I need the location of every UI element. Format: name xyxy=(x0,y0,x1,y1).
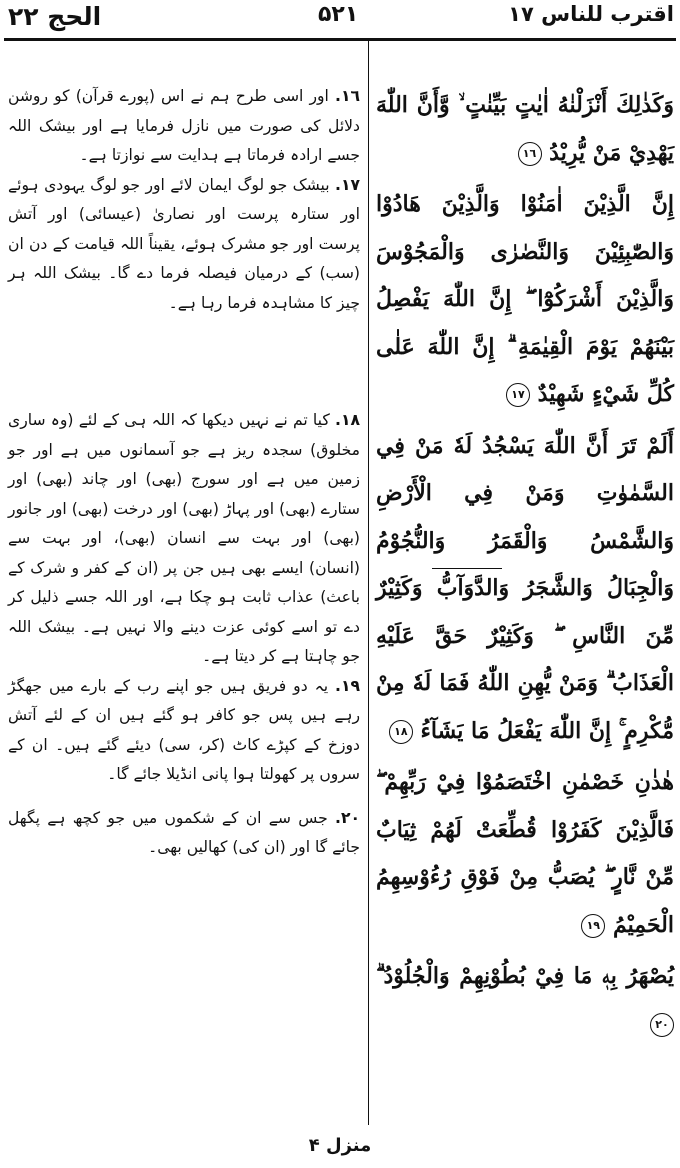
translation-text: اور اسی طرح ہم نے اس (پورے قرآن) کو روشن دلائل کی صورت میں نازل فرمایا ہے اور بیشک اللہ جسے ارادہ فرماتا ہے ہدایت سے نوازتا ہے۔ xyxy=(8,87,360,164)
juz-title: اقترب للناس ١٧ xyxy=(508,2,674,26)
arabic-text: إِنَّ الَّذِيْنَ اٰمَنُوْا وَالَّذِيْنَ هَادُوْا وَالصّٰبِئِيْنَ وَالنَّصٰرٰى وَالْمَجُوْسَ وَالَّذِيْنَ أَشْرَكُوْٓا ۖ إِنَّ اللّٰهَ يَفْصِلُ بَيْنَهُمْ يَوْمَ الْقِيٰمَةِ ۗ إِنَّ اللّٰهَ عَلٰى كُلِّ شَيْءٍ شَهِيْدٌ xyxy=(376,191,674,407)
translation-verse-17 xyxy=(8,171,360,319)
sajda-overline xyxy=(432,568,502,569)
arabic-column xyxy=(376,82,674,1048)
verse-number: ٢٠. xyxy=(335,808,360,827)
verse-end-mark: ١٦ xyxy=(518,142,542,166)
arabic-text: أَلَمْ تَرَ أَنَّ اللّٰهَ يَسْجُدُ لَهٗ مَنْ فِي السَّمٰوٰتِ وَمَنْ فِي الْأَرْضِ وَالشَّمْسُ وَالْقَمَرُ وَالنُّجُوْمُ وَالْجِبَالُ وَالشَّجَرُ وَالدَّوَآبُّ وَكَثِيْرٌ مِّنَ النَّاسِ ۖ وَكَثِيْرٌ حَقَّ عَلَيْهِ الْعَذَابُ ۗ وَمَنْ يُّهِنِ اللّٰهُ فَمَا لَهٗ مِنْ مُّكْرِمٍ ۚ إِنَّ اللّٰهَ يَفْعَلُ مَا يَشَآءُ xyxy=(376,432,674,744)
translation-verse-18 xyxy=(8,406,360,672)
verse-end-mark: ١٧ xyxy=(506,383,530,407)
column-divider xyxy=(368,40,369,1125)
translation-column xyxy=(8,82,360,863)
translation-verse-16 xyxy=(8,82,360,171)
page-number: ۵۲۱ xyxy=(318,2,359,27)
verse-number: ١٦. xyxy=(335,87,360,105)
verse-end-mark: ١٨ xyxy=(389,720,413,744)
arabic-verse-16 xyxy=(376,82,674,177)
translation-verse-20 xyxy=(8,804,360,863)
translation-text: جس سے ان کے شکموں میں جو کچھ ہے پگھل جائے گا اور (ان کی) کھالیں بھی۔ xyxy=(8,808,360,856)
verse-number: ١٨. xyxy=(335,411,360,429)
verse-end-mark: ١٩ xyxy=(581,914,605,938)
surah-title: الحج ٢٢ xyxy=(8,2,102,31)
arabic-text: وَكَذٰلِكَ أَنْزَلْنٰهُ اٰيٰتٍ بَيِّنٰتٍ ۙ وَّأَنَّ اللّٰهَ يَهْدِيْ مَنْ يُّرِيْدُ xyxy=(376,92,674,166)
arabic-verse-19 xyxy=(376,759,674,949)
manzil-footer: منزل ۴ xyxy=(308,1135,372,1156)
translation-text: کیا تم نے نہیں دیکھا کہ اللہ ہی کے لئے (وہ ساری مخلوق) سجدہ ریز ہے جو آسمانوں میں ہے اور جو زمین میں ہے اور سورج (بھی) اور چاند (بھی) اور ستارے (بھی) اور پہاڑ (بھی) اور درخت (بھی) اور جانور (بھی) اور بہت سے انسان (بھی)، اور بہت سے (انسان) ایسے بھی ہیں جن پر (ان کے کفر و شرک کے باعث) عذاب ثابت ہو چکا ہے، اور اللہ جسے ذلیل کر دے تو اسے کوئی عزت دینے والا نہیں ہے۔ بیشک اللہ جو چاہتا ہے کر دیتا ہے۔ xyxy=(8,411,360,665)
verse-number: ١٩. xyxy=(335,676,360,695)
arabic-verse-17 xyxy=(376,181,674,419)
translation-verse-19 xyxy=(8,672,360,790)
verse-number: ١٧. xyxy=(335,175,360,194)
translation-text: بیشک جو لوگ ایمان لائے اور جو لوگ یہودی ہوئے اور ستارہ پرست اور نصاریٰ (عیسائی) اور آتش پرست اور جو مشرک ہوئے، یقیناً اللہ قیامت کے دن ان (سب) کے درمیان فیصلہ فرما دے گا۔ بیشک اللہ ہر چیز کا مشاہدہ فرما رہا ہے۔ xyxy=(8,175,360,312)
header-rule xyxy=(4,38,676,41)
arabic-text: يُصْهَرُ بِهٖ مَا فِيْ بُطُوْنِهِمْ وَالْجُلُوْدُ ۗ xyxy=(376,963,674,989)
arabic-verse-20 xyxy=(376,953,674,1048)
verse-end-mark: ٢٠ xyxy=(650,1013,674,1037)
arabic-verse-18 xyxy=(376,423,674,756)
translation-text: یہ دو فریق ہیں جو اپنے رب کے بارے میں جھگڑ رہے ہیں پس جو کافر ہو گئے ہیں ان کے لئے آتش دوزخ کے کپڑے کاٹ (کر، سی) دیئے گئے ہیں۔ ان کے سروں پر کھولتا ہوا پانی انڈیلا جائے گا۔ xyxy=(8,676,360,783)
arabic-text: هٰذٰنِ خَصْمٰنِ اخْتَصَمُوْا فِيْ رَبِّهِمْ ۖ فَالَّذِيْنَ كَفَرُوْا قُطِّعَتْ لَهُمْ ثِيَابٌ مِّنْ نَّارٍ ۖ يُصَبُّ مِنْ فَوْقِ رُءُوْسِهِمُ الْحَمِيْمُ xyxy=(376,769,674,938)
